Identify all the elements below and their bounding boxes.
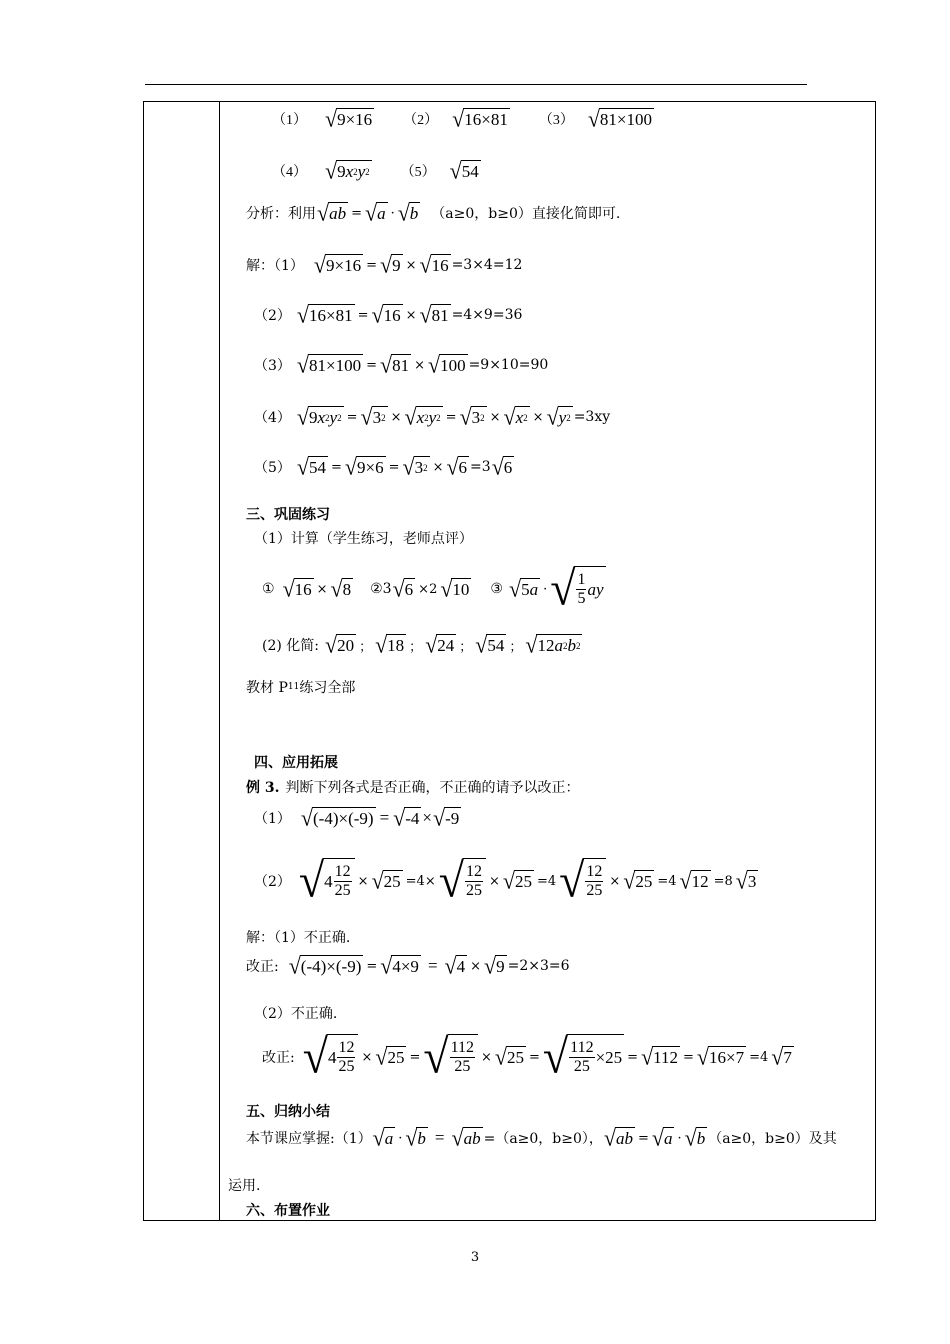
analysis-line: 分析：利用 √ ab = √ a · √ b （a≥0，b≥0）直接化简即可. [246,199,621,226]
solution-3-line: 解：（1）不正确. [246,930,351,946]
example-3-item-2: （2） √ 4 $\frac{12}{25}$ × √ 25 =4× √ $\frac{12}{25}$ × √ 25 =4 √ $\frac{12}{25}$ × √ 25 =4 √ 12 =8 √ 3 [254,853,757,908]
solution-4: （4） √ 9 x 2 y 2 = √ 3 2 × √ x 2 y 2 = √ 3 2 × √ x 2 × √ y 2 =3xy [254,403,611,430]
textbook-note: 教材 P 11 练习全部 [246,680,356,696]
section-4-heading: 四、应用拓展 [254,755,338,771]
exercise-row-1: （1） √ 9×16 （2） √ 16×81 （3） √ 81×100 [272,105,653,132]
practice-row: ① √ 16 × √ 8 ②3 √ 6 ×2 √ 10 ③ √ 5 a · √ $\frac{1}{5}$ ay [262,561,604,616]
example-3-item-1: （1） √ (-4)×(-9) = √ -4 × √ -9 [254,804,460,831]
section-6-heading: 六、布置作业 [246,1203,330,1219]
section-3-subheading: （1）计算（学生练习，老师点评） [254,531,473,547]
wrong-2-line: （2）不正确. [254,1006,338,1022]
table-column-divider [219,101,220,1221]
exercise-row-2: （4） √ 9 x 2 y 2 （5） √ 54 [272,157,479,184]
solution-1: 解：（1） √ 9×16 = √ 9 × √ 16 =3×4=12 [246,251,523,278]
header-rule [145,84,807,85]
example-3-line: 例 3. 判断下列各式是否正确，不正确的请予以改正： [246,780,580,796]
summary-line: 本节课应掌握:（1） √ a · √ b = √ ab =（a≥0，b≥0）， √ ab = √ a · √ b （a≥0，b≥0）及其 [246,1124,837,1151]
section-5-heading: 五、归纳小结 [246,1104,330,1120]
solution-5: （5） √ 54 = √ 9×6 = √ 3 2 × √ 6 =3 √ 6 [254,453,513,480]
fix-1-line: 改正: √ (-4)×(-9) = √ 4×9 = √ 4 × √ 9 =2×3=6 [246,952,570,979]
page-number: 3 [470,1250,480,1265]
summary-end: 运用. [228,1178,261,1194]
solution-2: （2） √ 16×81 = √ 16 × √ 81 =4×9=36 [254,301,523,328]
simplify-row: (2) 化简: √ 20 ； √ 18 ； √ 24 ； √ 54 ； √ 12 a 2 b 2 [262,631,581,658]
section-3-heading: 三、巩固练习 [246,507,330,523]
solution-3: （3） √ 81×100 = √ 81 × √ 100 =9×10=90 [254,351,549,378]
fix-2-line: 改正: √ 4 $\frac{12}{25}$ × √ 25 = √ $\frac{112}{25}$ × √ 25 = √ $\frac{112}{25}$ ×25 = √ 112 = √ 16×7 =4 √ 7 [262,1029,792,1084]
